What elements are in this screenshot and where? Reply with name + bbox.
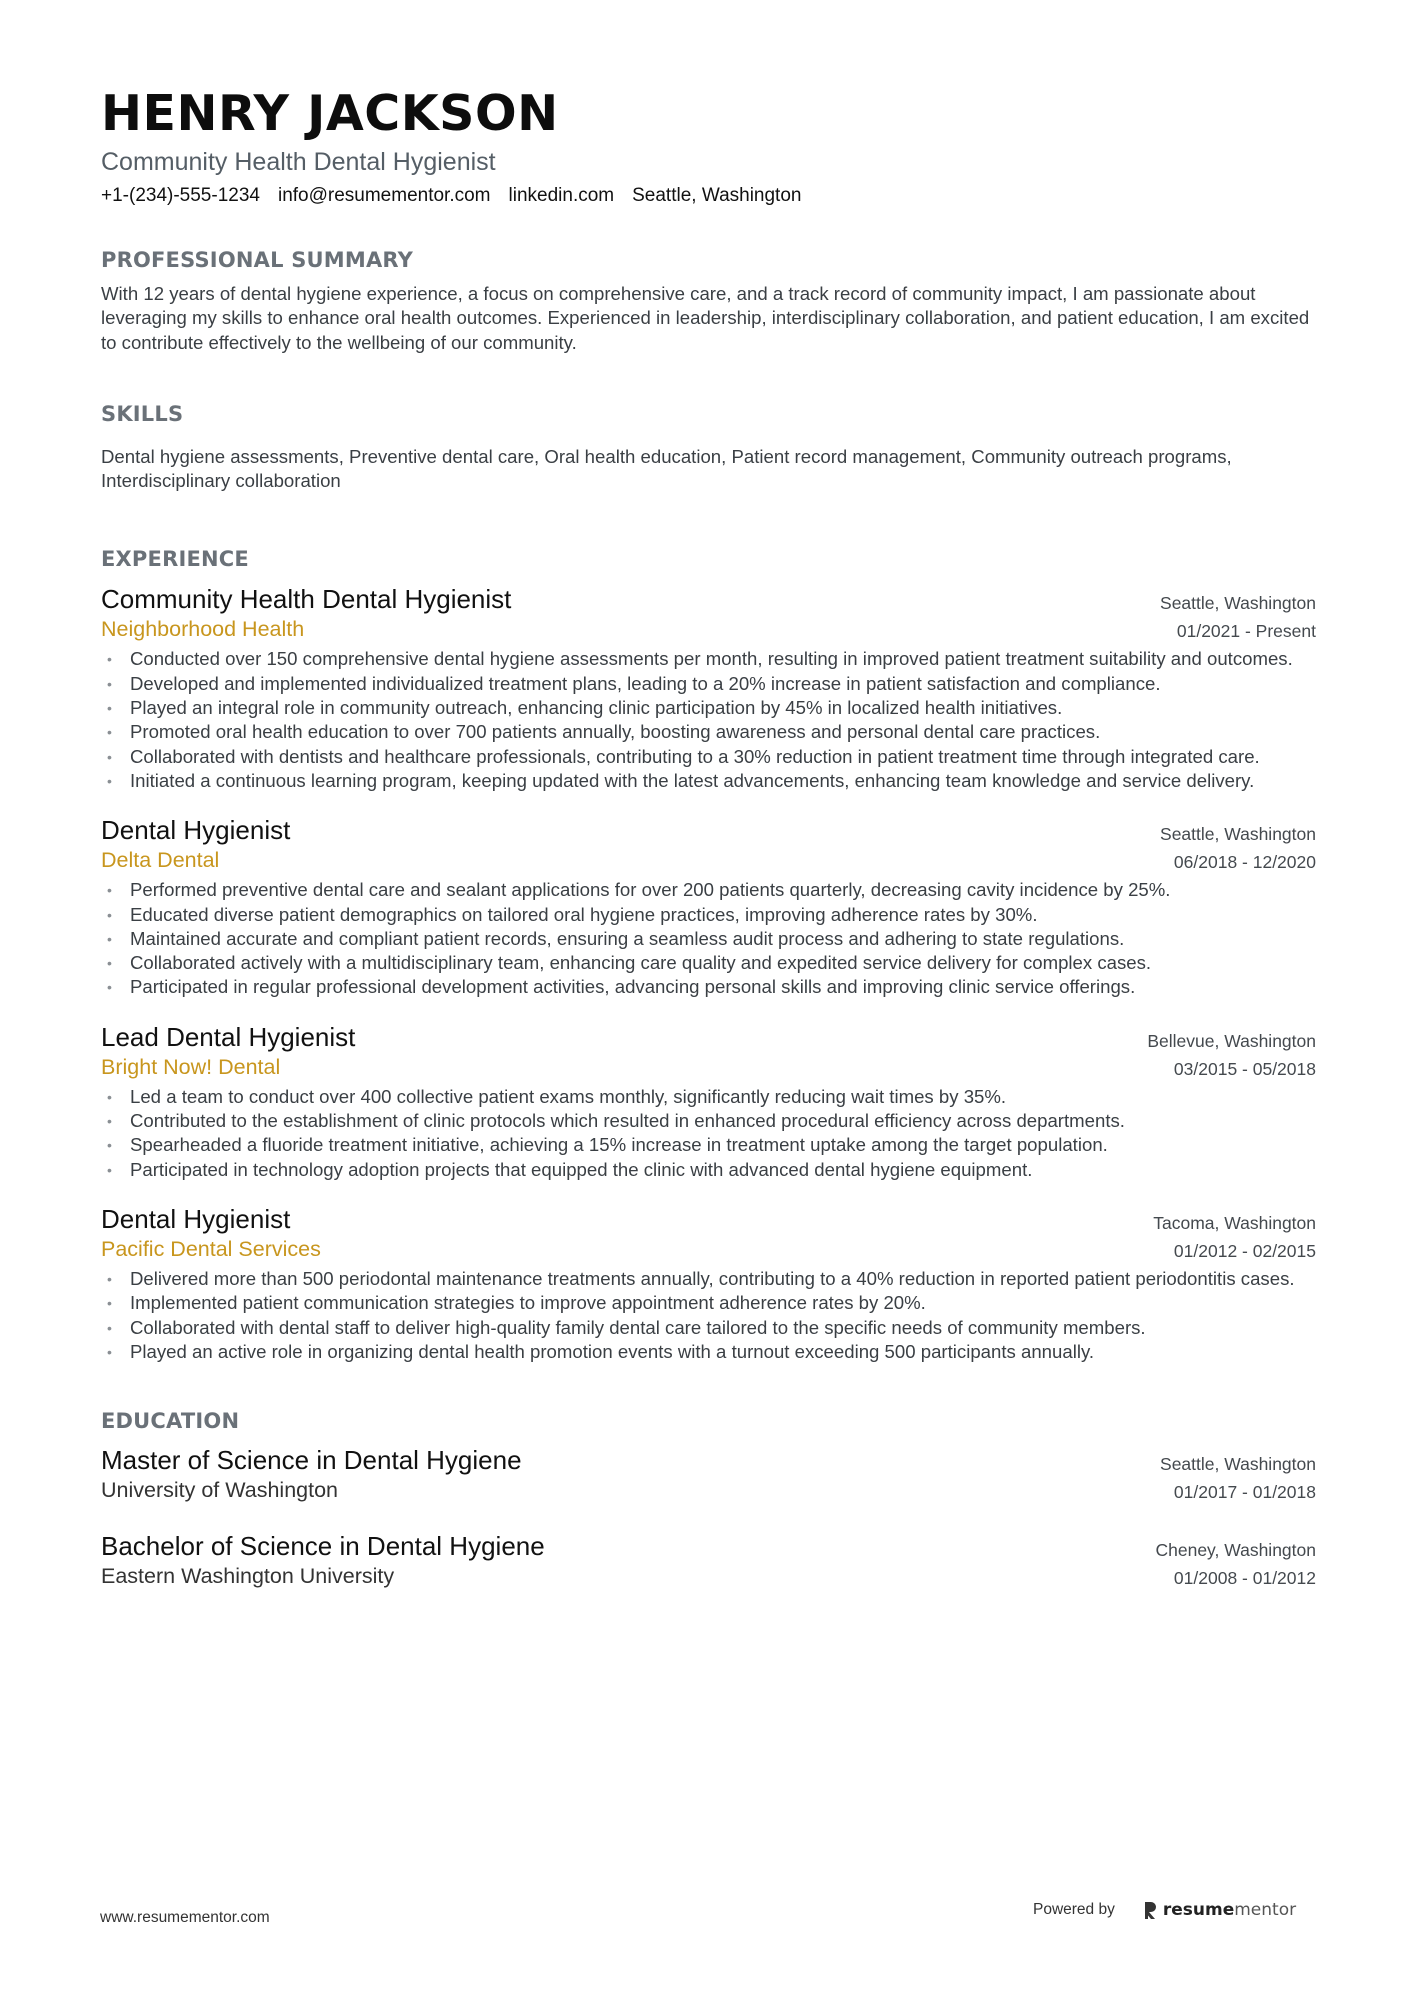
job-location: Seattle, Washington bbox=[1160, 593, 1316, 614]
degree-title: Bachelor of Science in Dental Hygiene bbox=[101, 1531, 545, 1562]
job-entry bbox=[101, 583, 1316, 793]
job-title: Community Health Dental Hygienist bbox=[101, 584, 512, 615]
brand-name-light: mentor bbox=[1234, 1900, 1297, 1920]
candidate-title: Community Health Dental Hygienist bbox=[101, 148, 496, 176]
job-company: Delta Dental bbox=[101, 848, 220, 873]
contact-phone: +1-(234)-555-1234 bbox=[101, 185, 260, 206]
list-item: • Played an integral role in community outreach, enhancing clinic participation by 45% in localized health initiatives. bbox=[107, 697, 1063, 719]
job-title: Dental Hygienist bbox=[101, 1203, 291, 1234]
footer-branding bbox=[1033, 1900, 1296, 1920]
job-dates: 01/2012 - 02/2015 bbox=[1173, 1240, 1316, 1261]
job-bullets bbox=[101, 878, 1316, 999]
degree-title: Master of Science in Dental Hygiene bbox=[101, 1445, 522, 1476]
education-dates: 01/2008 - 01/2012 bbox=[1173, 1568, 1316, 1589]
school-name: Eastern Washington University bbox=[101, 1564, 395, 1589]
footer-website[interactable]: www.resumementor.com bbox=[100, 1909, 270, 1926]
list-item: • Implemented patient communication strategies to improve appointment adherence rates by 20%. bbox=[107, 1292, 926, 1314]
job-entry bbox=[101, 814, 1316, 999]
list-item: • Spearheaded a fluoride treatment initiative, achieving a 15% increase in treatment uptake among the target population. bbox=[107, 1134, 1108, 1156]
list-item: • Collaborated with dentists and healthcare professionals, contributing to a 30% reduction in patient treatment time through integrated care. bbox=[107, 745, 1260, 767]
job-location: Seattle, Washington bbox=[1160, 824, 1316, 845]
education-entry bbox=[101, 1444, 1316, 1504]
education-entry bbox=[101, 1530, 1316, 1590]
job-bullets bbox=[101, 647, 1316, 793]
list-item: • Participated in regular professional development activities, advancing personal skills and improving clinic service offerings. bbox=[107, 976, 1136, 998]
skills-section bbox=[101, 401, 1316, 494]
resumementor-logo-icon bbox=[1143, 1900, 1157, 1920]
powered-by-label: Powered by bbox=[1033, 1901, 1115, 1918]
list-item: • Developed and implemented individualized treatment plans, leading to a 20% increase in patient satisfaction and compliance. bbox=[107, 672, 1161, 694]
contact-location: Seattle, Washington bbox=[632, 185, 802, 206]
job-title: Lead Dental Hygienist bbox=[101, 1021, 356, 1052]
job-dates: 03/2015 - 05/2018 bbox=[1173, 1058, 1316, 1079]
education-dates: 01/2017 - 01/2018 bbox=[1173, 1482, 1316, 1503]
section-heading: EXPERIENCE bbox=[101, 547, 249, 572]
resume-page bbox=[101, 84, 1316, 1590]
list-item: • Contributed to the establishment of clinic protocols which resulted in enhanced procedural efficiency across departments. bbox=[107, 1110, 1125, 1132]
job-company: Neighborhood Health bbox=[101, 617, 305, 642]
job-bullets bbox=[101, 1267, 1316, 1364]
section-heading: PROFESSIONAL SUMMARY bbox=[101, 248, 414, 272]
job-entry bbox=[101, 1021, 1316, 1182]
list-item: • Led a team to conduct over 400 collective patient exams monthly, significantly reducing wait times by 35%. bbox=[107, 1085, 1007, 1107]
list-item: • Promoted oral health education to over 700 patients annually, boosting awareness and personal dental care practices. bbox=[107, 721, 1101, 743]
education-location: Cheney, Washington bbox=[1155, 1540, 1316, 1561]
job-title: Dental Hygienist bbox=[101, 815, 291, 846]
contact-email[interactable]: info@resumementor.com bbox=[277, 185, 491, 206]
experience-section bbox=[101, 546, 1316, 1364]
list-item: • Performed preventive dental care and sealant applications for over 200 patients quarterly, decreasing cavity incidence by 25%. bbox=[107, 879, 1171, 901]
list-item: • Educated diverse patient demographics on tailored oral hygiene practices, improving adherence rates by 30%. bbox=[107, 903, 1038, 925]
skills-text: Dental hygiene assessments, Preventive dental care, Oral health education, Patient record management, Community outreach programs, Interdisciplinary collaboration bbox=[101, 445, 1232, 492]
list-item: • Initiated a continuous learning program, keeping updated with the latest advancements, enhancing team knowledge and service delivery. bbox=[107, 769, 1255, 791]
education-location: Seattle, Washington bbox=[1160, 1454, 1316, 1475]
list-item: • Played an active role in organizing dental health promotion events with a turnout exceeding 500 participants annually. bbox=[107, 1340, 1095, 1362]
job-bullets bbox=[101, 1085, 1316, 1182]
job-company: Bright Now! Dental bbox=[101, 1054, 281, 1079]
candidate-name: HENRY JACKSON bbox=[101, 85, 559, 142]
education-section bbox=[101, 1408, 1316, 1590]
list-item: • Delivered more than 500 periodontal maintenance treatments annually, contributing to a 40% reduction in reported patient periodontitis cases. bbox=[107, 1267, 1295, 1289]
brand-logo[interactable] bbox=[1143, 1900, 1296, 1920]
brand-name-bold: resume bbox=[1162, 1900, 1235, 1920]
contact-linkedin[interactable]: linkedin.com bbox=[508, 185, 615, 206]
list-item: • Collaborated with dental staff to deliver high-quality family dental care tailored to the specific needs of community members. bbox=[107, 1316, 1146, 1338]
job-dates: 01/2021 - Present bbox=[1176, 621, 1316, 642]
contact-bar bbox=[101, 184, 1316, 208]
list-item: • Maintained accurate and compliant patient records, ensuring a seamless audit process and adhering to state regulations. bbox=[107, 927, 1125, 949]
section-heading: EDUCATION bbox=[101, 1409, 240, 1434]
summary-text: With 12 years of dental hygiene experience, a focus on comprehensive care, and a track record of community impact, I am passionate about leveraging my skills to enhance oral health outcomes. Experienced in leadership, interdisciplinary collaboration, and patient education, I am excited to contribute effectively to the wellbeing of our community. bbox=[101, 283, 1310, 353]
list-item: • Collaborated actively with a multidisciplinary team, enhancing care quality and expedited service delivery for complex cases. bbox=[107, 952, 1152, 974]
job-dates: 06/2018 - 12/2020 bbox=[1173, 852, 1316, 873]
job-location: Tacoma, Washington bbox=[1153, 1212, 1316, 1233]
job-entry bbox=[101, 1203, 1316, 1364]
summary-section bbox=[101, 247, 1316, 355]
school-name: University of Washington bbox=[101, 1478, 338, 1503]
job-location: Bellevue, Washington bbox=[1147, 1030, 1316, 1051]
list-item: • Conducted over 150 comprehensive dental hygiene assessments per month, resulting in improved patient treatment suitability and outcomes. bbox=[107, 648, 1293, 670]
list-item: • Participated in technology adoption projects that equipped the clinic with advanced dental hygiene equipment. bbox=[107, 1158, 1033, 1180]
section-heading: SKILLS bbox=[101, 401, 184, 426]
job-company: Pacific Dental Services bbox=[101, 1236, 321, 1261]
